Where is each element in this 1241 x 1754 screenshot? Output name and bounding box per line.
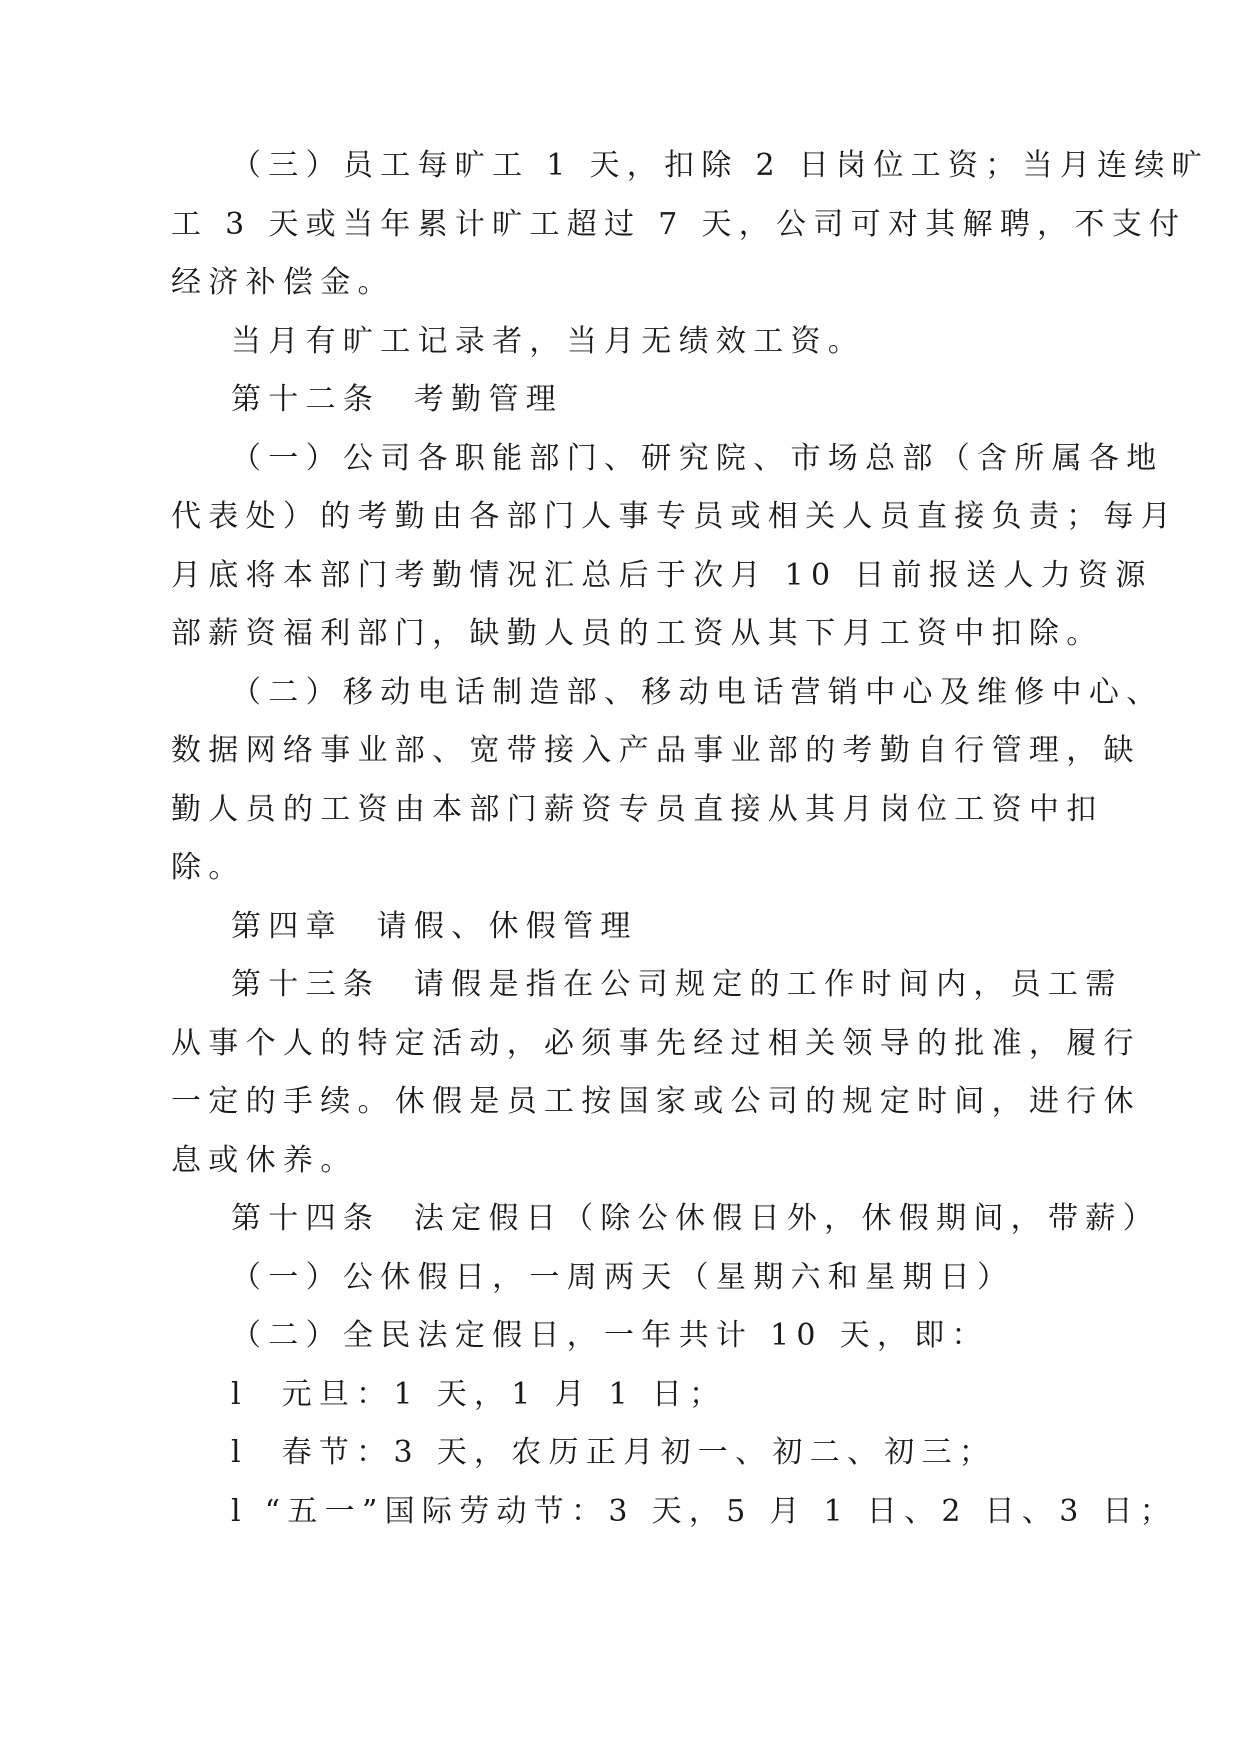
text-line: （一）公休假日，一周两天（星期六和星期日） bbox=[231, 1260, 1015, 1295]
article-heading: 第十二条 考勤管理 bbox=[231, 382, 564, 417]
text-line: 勤人员的工资由本部门薪资专员直接从其月岗位工资中扣 bbox=[171, 792, 1104, 827]
text-line: 从事个人的特定活动，必须事先经过相关领导的批准，履行 bbox=[171, 1026, 1141, 1061]
text-line: 部薪资福利部门，缺勤人员的工资从其下月工资中扣除。 bbox=[171, 616, 1104, 651]
text-line: 月底将本部门考勤情况汇总后于次月 10 日前报送人力资源 bbox=[171, 558, 1153, 593]
text-line: 代表处）的考勤由各部门人事专员或相关人员直接负责；每月 bbox=[171, 499, 1179, 534]
text-line: （二）移动电话制造部、移动电话营销中心及维修中心、 bbox=[231, 675, 1164, 710]
list-item: l 春节：3 天，农历正月初一、初二、初三； bbox=[231, 1435, 997, 1470]
text-line: 除。 bbox=[171, 850, 246, 885]
text-line: 经济补偿金。 bbox=[171, 265, 395, 300]
text-line: 息或休养。 bbox=[171, 1143, 358, 1178]
article-heading: 第十四条 法定假日（除公休假日外，休假期间，带薪） bbox=[231, 1201, 1160, 1236]
text-line: 工 3 天或当年累计旷工超过 7 天，公司可对其解聘，不支付 bbox=[171, 207, 1187, 242]
list-item: l “五一”国际劳动节：3 天，5 月 1 日、2 日、3 日； bbox=[231, 1494, 1178, 1529]
article-heading: 第十三条 请假是指在公司规定的工作时间内，员工需 bbox=[231, 967, 1123, 1002]
list-item: l 元旦：1 天，1 月 1 日； bbox=[231, 1377, 727, 1412]
text-line: （一）公司各职能部门、研究院、市场总部（含所属各地 bbox=[231, 441, 1164, 476]
chapter-heading: 第四章 请假、休假管理 bbox=[231, 909, 638, 944]
text-line: 一定的手续。休假是员工按国家或公司的规定时间，进行休 bbox=[171, 1084, 1141, 1119]
text-line: （二）全民法定假日，一年共计 10 天，即： bbox=[231, 1318, 989, 1353]
text-line: 当月有旷工记录者，当月无绩效工资。 bbox=[231, 324, 866, 359]
text-line: （三）员工每旷工 1 天，扣除 2 日岗位工资；当月连续旷 bbox=[231, 148, 1210, 183]
text-line: 数据网络事业部、宽带接入产品事业部的考勤自行管理，缺 bbox=[171, 733, 1141, 768]
